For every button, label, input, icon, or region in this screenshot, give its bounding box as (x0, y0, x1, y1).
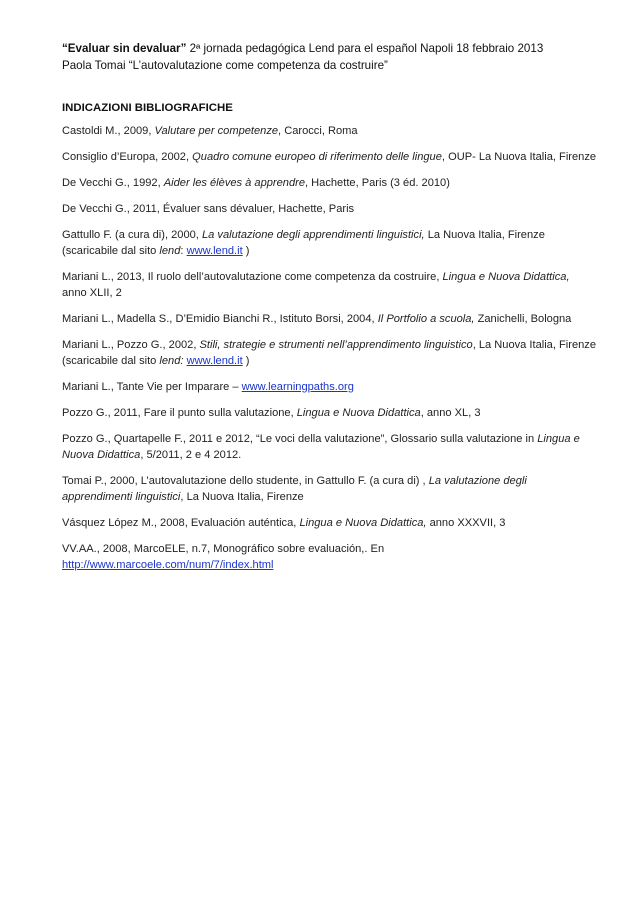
bibliography-entry (62, 541, 598, 573)
page-header (62, 40, 598, 74)
entry-text: Mariani L., Pozzo G., 2002, (62, 339, 200, 351)
bibliography-entry (62, 269, 598, 301)
entry-title-italic: lend (159, 245, 181, 257)
entry-title-italic: Aider les élèves à apprendre (163, 177, 305, 189)
entry-title-italic: Lingua e Nuova Didattica, (442, 271, 570, 283)
entry-text: Gattullo F. (a cura di), 2000, (62, 229, 202, 241)
bibliography-entry (62, 473, 598, 505)
bibliography-entry (62, 337, 598, 369)
entry-text: Pozzo G., Quartapelle F., 2011 e 2012, “Le voci della valutazione”, Glossario sulla valutazione in (62, 433, 538, 445)
entry-link[interactable]: www.learningpaths.org (241, 381, 354, 393)
bibliography-entry (62, 431, 598, 463)
bibliography-entry (62, 515, 598, 531)
entry-line (62, 285, 598, 301)
entry-title-italic: Nuova Didattica (62, 449, 141, 461)
entry-text: De Vecchi G., 2011, Évaluer sans dévaluer, Hachette, Paris (62, 203, 355, 215)
entry-line (62, 149, 598, 165)
entry-line (62, 447, 598, 463)
entry-text: VV.AA., 2008, MarcoELE, n.7, Monográfico sobre evaluación,. En (62, 543, 385, 555)
entry-title-italic: Stili, strategie e strumenti nell’apprendimento linguistico (199, 339, 473, 351)
bibliography-entry (62, 201, 598, 217)
bibliography-entry (62, 379, 598, 395)
entry-title-italic: apprendimenti linguistici (62, 491, 181, 503)
bibliography-list (62, 123, 598, 573)
entry-title-italic: Lingua e (537, 433, 580, 445)
entry-text: Mariani L., Madella S., D’Emidio Bianchi R., Istituto Borsi, 2004, (62, 313, 378, 325)
bibliography-entry (62, 405, 598, 421)
entry-text: Mariani L., Tante Vie per Imparare – (62, 381, 242, 393)
entry-text: , anno XL, 3 (420, 407, 481, 419)
entry-line (62, 405, 598, 421)
entry-text: (scaricabile dal sito (62, 245, 160, 257)
entry-line (62, 175, 598, 191)
entry-title-italic: Lingua e Nuova Didattica (296, 407, 421, 419)
entry-text: Tomai P., 2000, L’autovalutazione dello studente, in Gattullo F. (a cura di) , (62, 475, 429, 487)
entry-text: ) (242, 245, 250, 257)
entry-title-italic: Quadro comune europeo di riferimento delle lingue (192, 151, 442, 163)
entry-text: De Vecchi G., 1992, (62, 177, 164, 189)
entry-title-italic: La valutazione degli apprendimenti linguistici, (201, 229, 425, 241)
entry-text: Vásquez López M., 2008, Evaluación auténtica, (62, 517, 300, 529)
entry-line (62, 379, 598, 395)
bibliography-entry (62, 311, 598, 327)
entry-line (62, 337, 598, 353)
entry-line (62, 431, 598, 447)
header-line-1 (62, 40, 598, 57)
entry-text: La Nuova Italia, Firenze (424, 229, 545, 241)
entry-title-italic: Valutare per competenze (154, 125, 279, 137)
entry-text: , Hachette, Paris (3 éd. 2010) (305, 177, 450, 189)
header-event-title: “Evaluar sin devaluar” (62, 42, 187, 55)
entry-line (62, 473, 598, 489)
bibliography-entry (62, 123, 598, 139)
entry-line (62, 557, 598, 573)
entry-link[interactable]: http://www.marcoele.com/num/7/index.html (62, 559, 274, 571)
entry-text: anno XXXVII, 3 (426, 517, 506, 529)
entry-line (62, 515, 598, 531)
entry-text: , La Nuova Italia, Firenze (180, 491, 304, 503)
entry-line (62, 227, 598, 243)
entry-line (62, 243, 598, 259)
entry-title-italic: lend: (159, 355, 184, 367)
entry-text: Mariani L., 2013, Il ruolo dell’autovalutazione come competenza da costruire, (62, 271, 443, 283)
entry-line (62, 311, 598, 327)
entry-text: Zanichelli, Bologna (474, 313, 572, 325)
entry-line (62, 489, 598, 505)
entry-text: , La Nuova Italia, Firenze (472, 339, 597, 351)
entry-text: anno XLII, 2 (62, 287, 122, 299)
section-title: INDICAZIONI BIBLIOGRAFICHE (62, 102, 233, 114)
entry-text: , 5/2011, 2 e 4 2012. (140, 449, 242, 461)
entry-link[interactable]: www.lend.it (186, 355, 243, 367)
entry-title-italic: La valutazione degli (428, 475, 527, 487)
entry-text: Pozzo G., 2011, Fare il punto sulla valutazione, (62, 407, 297, 419)
bibliography-entry (62, 149, 598, 165)
entry-text: : (180, 245, 187, 257)
header-line-2: Paola Tomai “L’autovalutazione come competenza da costruire” (62, 59, 388, 72)
entry-text: , OUP- La Nuova Italia, Firenze (441, 151, 597, 163)
header-event-details: 2ª jornada pedagógica Lend para el español Napoli 18 febbraio 2013 (186, 42, 544, 55)
entry-line (62, 541, 598, 557)
entry-text: Consiglio d’Europa, 2002, (62, 151, 193, 163)
entry-line (62, 123, 598, 139)
entry-text: Castoldi M., 2009, (62, 125, 155, 137)
entry-line (62, 353, 598, 369)
entry-link[interactable]: www.lend.it (186, 245, 243, 257)
entry-title-italic: Lingua e Nuova Didattica, (299, 517, 427, 529)
entry-line (62, 269, 598, 285)
entry-title-italic: Il Portfolio a scuola, (377, 313, 475, 325)
entry-line (62, 201, 598, 217)
entry-text: , Carocci, Roma (278, 125, 358, 137)
bibliography-entry (62, 175, 598, 191)
bibliography-entry (62, 227, 598, 259)
entry-text: ) (242, 355, 250, 367)
entry-text: (scaricabile dal sito (62, 355, 160, 367)
